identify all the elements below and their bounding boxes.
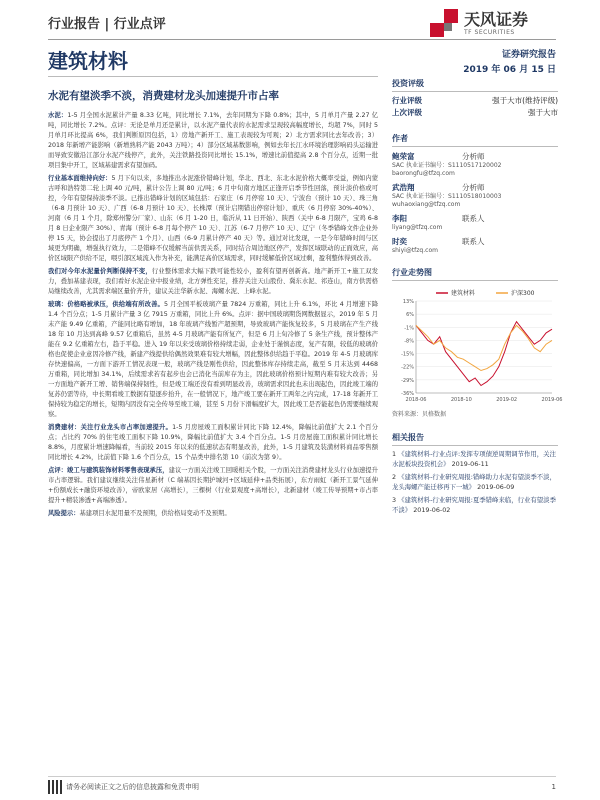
paragraph-lead: 我们对今年水泥量价判断保持不变， <box>48 268 152 275</box>
related-report-link[interactable] <box>392 495 558 515</box>
industry-trend-chart <box>392 287 563 418</box>
body-paragraph <box>48 509 378 519</box>
y-tick-label: 6% <box>406 312 414 319</box>
author-entry <box>392 213 558 232</box>
rating-value: 强于大市(维持评级) <box>492 96 558 105</box>
legend-label: 建筑材料 <box>451 290 476 297</box>
related-title: 《建筑材料-行业研究周报:夏季错峰来临，行业有望淡季不淡》 <box>392 496 556 514</box>
paragraph-text: 行业整体需求大幅下跌可能性较小，盈利有望再创新高。地产新开工+施工双发力，叠加基建表现，我们看好水泥企业中报业绩，北方弹性充足，推荐关注天山股份、冀东水泥、祁连山，南方供需格局继续改善，尤其需求端区量价齐升，建议关注华新水泥、海螺水泥、上峰水泥。 <box>48 268 379 295</box>
author-role: 联系人 <box>462 214 485 223</box>
page-title: 建筑材料 <box>48 49 128 73</box>
related-title: 《建筑材料-行业点评:发挥专项债逆周期调节作用，关注水泥板块投资机会》 <box>392 450 556 468</box>
paragraph-list <box>48 111 378 519</box>
paragraph-lead: 风险提示： <box>48 510 80 517</box>
y-tick-label: -8% <box>404 338 414 345</box>
rating-label: 上次评级 <box>392 108 422 117</box>
report-category: 行业报告 | 行业点评 <box>48 17 166 32</box>
author-role: 分析师 <box>462 183 485 192</box>
y-tick-label: -1% <box>404 325 414 332</box>
author-sac: SAC 执业证书编号：S1110517120002 <box>392 162 502 169</box>
author-sac: SAC 执业证书编号：S1110518010003 <box>392 193 502 200</box>
paragraph-text: 基建项目水泥用量不及预期，供给格局变动不及预期。 <box>79 510 231 517</box>
paragraph-lead: 点评：竣工与建筑装饰材料零售表现承压， <box>48 467 169 474</box>
footer-disclaimer: 请务必阅读正文之后的信息披露和免责申明 <box>66 783 199 791</box>
body-paragraph <box>48 466 378 506</box>
related-report-link[interactable] <box>392 449 558 469</box>
main-content <box>48 88 378 522</box>
body-paragraph <box>48 267 378 297</box>
related-list <box>392 449 558 515</box>
report-type: 证券研究报告 <box>501 50 556 60</box>
rating-value: 强于大市 <box>528 108 558 117</box>
paragraph-lead: 行业基本面维持向好： <box>48 175 112 182</box>
paragraph-lead: 水泥： <box>48 112 68 119</box>
related-date: 2019-06-09 <box>477 483 515 491</box>
author-name: 李阳 <box>392 214 407 223</box>
authors-section-title: 作者 <box>392 133 558 147</box>
company-logo <box>430 5 555 41</box>
report-headline: 水泥有望淡季不淡，消费建材龙头加速提升市占率 <box>48 90 279 102</box>
logo-name-en: TF SECURITIES <box>464 28 515 36</box>
author-name: 武浩翔 <box>392 183 415 192</box>
page-number: 1 <box>551 783 556 791</box>
x-tick-label: 2019-06 <box>541 397 563 403</box>
series-line-csi300 <box>416 325 552 370</box>
body-paragraph <box>48 423 378 463</box>
header-divider <box>48 39 556 40</box>
report-date: 2019 年 06 月 15 日 <box>463 65 556 75</box>
author-role: 联系人 <box>462 237 485 246</box>
x-tick-label: 2018-10 <box>450 397 472 403</box>
author-entry <box>392 151 558 178</box>
paragraph-text: 1-5 月全国水泥累计产量 8.33 亿吨，同比增长 7.1%，去年同期为下降 0.8%；其中，5 月单月产量 2.27 亿吨，同比增长 7.2%。点评：无论是单月还是累计，以水泥产量代表的水泥需求呈现较高幅度增长，均超 7%，同时 5 月单月环比提高 6%，我们判断原因包括，1）房地产新开工、施工表现较为可观；2）北方需求同比去年改善；3）2018 年新增产能影响（新增熟料产能 2043 万吨）；4）部分区域基数影响，例如去年长江水环境治理影响码头运输进而导致安徽沿江部分水泥产线停产，此外，关注铁路投资同比增长 15.1%，增速比前值提高 2.8 个百分点，近期一批项目集中开工，区域基建需求有望加码。 <box>48 112 379 169</box>
related-date: 2019-06-02 <box>413 506 451 514</box>
rating-section-title: 投资评级 <box>392 78 558 92</box>
related-index: 1 <box>392 450 397 458</box>
author-entry <box>392 236 558 255</box>
logo-name-cn: 天风证券 <box>464 9 529 29</box>
related-date: 2019-06-11 <box>451 460 489 468</box>
author-email[interactable]: shiyi@tfzq.com <box>392 247 438 254</box>
related-index: 2 <box>392 473 397 481</box>
y-tick-label: -22% <box>401 364 414 371</box>
paragraph-text: 建议一方面关注竣工回暖相关个股，一方面关注消费建材龙头行业加速提升市占率逻辑。我们建议继续关注伟星新材（C 端基因长期护城河+区域延伸+品类拓展），东方雨虹（新开工景气延伸+份额成长+融资环境改善），帝欧家居（高增长），三棵树（行业景观度+高增长），北新建材（竣工传导预期+市占率提升+精装渗透+高端渗透）。 <box>48 467 379 504</box>
qr-code-icon <box>48 780 62 794</box>
rating-row <box>392 107 558 119</box>
y-tick-label: -15% <box>401 351 414 358</box>
rating-label: 行业评级 <box>392 96 422 105</box>
related-title: 《建筑材料-行业研究周报:错峰助力水泥有望淡季不淡，龙头海螺产能迁移再下一城》 <box>392 473 556 491</box>
author-name: 鲍荣富 <box>392 152 415 161</box>
paragraph-text: 1-5 月房屋竣工面积累计同比下降 12.4%，降幅比前值扩大 2.1 个百分点；占比约 70% 的住宅竣工面积下降 10.9%，降幅比前值扩大 3.4 个百分点。1-5 月房屋施工面积累计同比增长 8.8%，月度累计增速降幅看，当前较 2015 年以来的低速状态有明显改善，此外，1-5 月建筑及装潢材料商品零售额同比增长 4.2%，比前值下降 1.6 个百分点，15 个品类中排名第 10（前次为第 9）。 <box>48 424 379 461</box>
footer-divider <box>48 776 556 777</box>
sidebar <box>392 78 563 515</box>
related-index: 3 <box>392 496 397 504</box>
author-email[interactable]: liyang@tfzq.com <box>392 224 443 231</box>
paragraph-text: 5 月下旬以来，多地推出水泥涨价错峰计划，华北、西北、东北水泥价格大概率受益，例如内蒙古呼和浩特第二轮上调 40 元/吨，累计公告上调 80 元/吨；6 月中旬南方地区正逢开启季节性回落，预计淡价格或可控，今年有望保持淡季不淡。已推出错峰计划的区域包括：石家庄（6 月停窑 10 天）、宁波台（预计 10 天）、珠三角（6-8 月预计 10 天）、广西（6-8 月预计 10 天）、长株潭（预计启期错出停窑计划）、重庆（6 月停窑 30%-40%）、河南（6 月 1 个月，除郑州警分厂家）、山东（6 月 1-20 日，临沂从 11 日开始）、陕西（关中 6-8 月限产，宝鸡 6-8 月 8 日企业限产 30%）、青海（预计 6-8 月每个停产 10 天）、江苏（6-7 月停产 10 天）、辽宁（冬季错峰文件企业外停 15 天，协会提出了月底停产 1 个月）、山西（6-9 月累计停产 40 天）等。通过对比发现，一是今年错峰时间与区域更为明确，增强执行效力，二是错峰不仅缓解当前供需关系，同时结合周边地区停产，发挥区域联动的正面效应，高价区域限产供给不足，喂引部区域流入作为补充，能满足高价区域需求，同时缓解低价区域过剩，盈利整体得到改善。 <box>48 175 378 262</box>
page-footer <box>48 780 556 794</box>
logo-mark-icon <box>430 9 458 37</box>
author-entry <box>392 182 558 209</box>
chart-section-title: 行业走势图 <box>392 267 558 281</box>
x-tick-label: 2019-02 <box>496 397 518 403</box>
y-tick-label: 13% <box>402 299 414 305</box>
paragraph-lead: 玻璃：价格略被承压，供给端有所改善。 <box>48 301 164 308</box>
rating-row <box>392 95 558 107</box>
trend-chart-svg <box>392 287 563 407</box>
chart-source: 资料来源：贝格数据 <box>392 411 447 418</box>
paragraph-lead: 消费建材：关注行业龙头市占率加速提升。 <box>48 424 173 431</box>
body-paragraph <box>48 174 378 264</box>
y-tick-label: -29% <box>401 377 414 384</box>
author-email[interactable]: wuhaoxiang@tfzq.com <box>392 201 461 208</box>
author-role: 分析师 <box>462 152 485 161</box>
author-email[interactable]: baorongfu@tfzq.com <box>392 170 455 177</box>
author-name: 时奕 <box>392 237 407 246</box>
body-paragraph <box>48 300 378 420</box>
x-tick-label: 2018-06 <box>405 397 427 403</box>
related-section-title: 相关报告 <box>392 432 558 446</box>
paragraph-text: 5 月全国平板玻璃产量 7824 万重箱，同比上升 6.1%，环比 4 月增速下降 1.4 个百分点；1-5 月累计产量 3 亿 7915 万重箱，同比上升 6%。点评：据中国玻璃期货网数据显示，2019 年 5 月末产能 9.49 亿重箱，产能同比略有增加，18 年玻璃产线暂产超预期，导致玻璃产能恢复较多，5 月玻璃在产生产线 18 年 10 月达到高峰 9.57 亿重箱后，虽然 4-5 月玻璃产能有所复产，但是 6 月上旬冷修了 5 条生产线，预计整体产能在 9.2 亿重箱左右，趋于平稳。进入 19 年以来受玻璃价格持续走弱，企业处于谨慎态度，复产有限，较低的玻璃价格也促使企业意因冷修产线，新建产线提供给偶然效果难有较大增幅，因此整体供给趋于平稳。2019 年 4-5 月玻璃库存快速偏高，一方面下游开工情况表现一般，玻璃产线是刚性供给，因此整体库存持续走高，截至 5 月末达到 4468 万重箱，同比增加 34.1%，后续需求若有起步也会已消化当前库存为主，因此玻璃价格预计短期内难有较大改善；另一方面地产新开工增、销售端保持韧性，但是竣工端还没有看到明显改善，玻璃需求因此也未出现起色，因此竣工端的复苏仍需等待，中长期看竣工数据有望逐步抬升，在一般情况下，地产竣工要在新开工两年之内完成，17-18 年新开工保持较为稳定的增长，短期内因没有完全传导至竣工端，甚至 5 月份下滑幅度扩大，因此竣工是否能起色仍需要继续观察。 <box>48 301 378 418</box>
related-report-link[interactable] <box>392 472 558 492</box>
body-paragraph <box>48 111 378 171</box>
y-tick-label: -36% <box>401 391 414 397</box>
legend-label: 沪深300 <box>511 290 535 297</box>
title-divider <box>48 76 378 77</box>
